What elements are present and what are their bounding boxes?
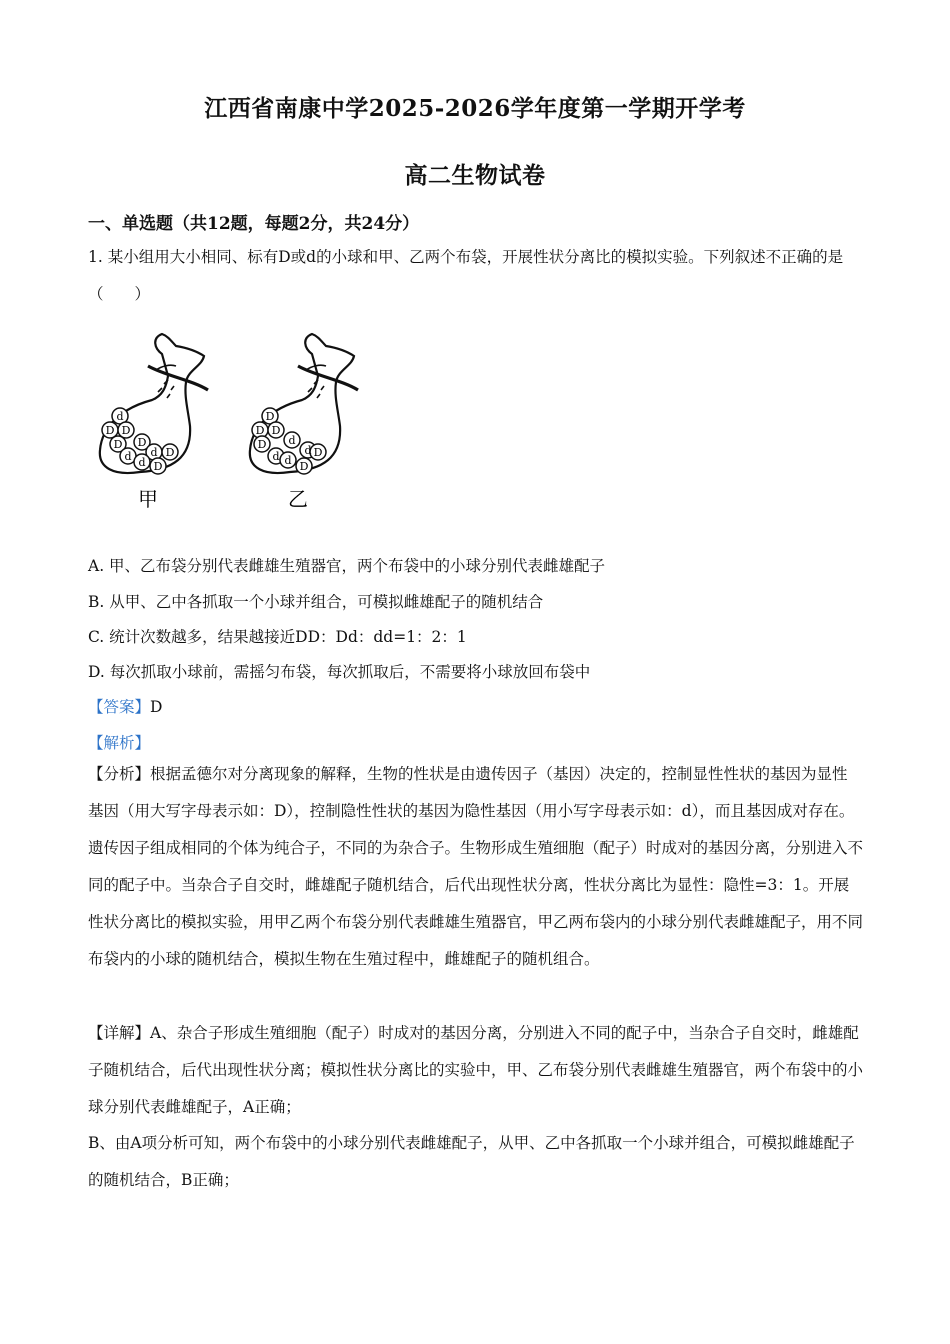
svg-text:D: D [255, 424, 265, 437]
detail-text-a: A、杂合子形成生殖细胞（配子）时成对的基因分离，分别进入不同的配子中，当杂合子自交时，雌雄配子随机结合，后代出现性状分离；模拟性状分离比的实验中，甲、乙布袋分别代表雌雄生殖器官，两个布袋中的小球分别代表雌雄配子，A正确； [88, 1024, 864, 1116]
bag-jia-label: 甲 [138, 487, 158, 511]
svg-text:D: D [165, 446, 175, 459]
svg-text:d: d [116, 410, 124, 423]
svg-text:d: d [304, 444, 312, 457]
svg-text:d: d [150, 446, 158, 459]
svg-text:D: D [137, 436, 147, 449]
detail-tag: 【详解】 [88, 1024, 151, 1042]
svg-text:d: d [138, 456, 146, 469]
svg-text:D: D [265, 410, 275, 423]
detail-paragraph-b: B、由A项分析可知，两个布袋中的小球分别代表雌雄配子，从甲、乙中各抓取一个小球并组合，可模拟雌雄配子的随机结合，B正确； [88, 1134, 855, 1189]
exam-title: 江西省南康中学2025-2026学年度第一学期开学考 [204, 95, 746, 122]
svg-text:D: D [271, 424, 281, 437]
bag-yi-label: 乙 [288, 487, 308, 511]
svg-text:D: D [105, 424, 115, 437]
svg-text:d: d [284, 454, 292, 467]
exam-subtitle: 高二生物试卷 [404, 162, 546, 189]
svg-text:d: d [288, 434, 296, 447]
analysis-text: 根据孟德尔对分离现象的解释，生物的性状是由遗传因子（基因）决定的，控制显性性状的基因为显性基因（用大写字母表示如：D），控制隐性性状的基因为隐性基因（用小写字母表示如：d），而且基因成对存在。遗传因子组成相同的个体为纯合子，不同的为杂合子。生物形成生殖细胞（配子）时成对的基因分离，分别进入不同的配子中。当杂合子自交时，雌雄配子随机结合，后代出现性状分离，性状分离比为显性：隐性=3：1。开展性状分离比的模拟实验，用甲乙两个布袋分别代表雌雄生殖器官，甲乙两布袋内的小球分别代表雌雄配子，用不同布袋内的小球的随机结合，模拟生物在生殖过程中，雌雄配子的随机组合。 [88, 765, 864, 968]
bag-jia [100, 334, 208, 511]
svg-text:D: D [153, 460, 163, 473]
option-a: A. 甲、乙布袋分别代表雌雄生殖器官，两个布袋中的小球分别代表雌雄配子 [88, 557, 606, 575]
answer-line [88, 695, 162, 717]
question-stem: 1. 某小组用大小相同、标有D或d的小球和甲、乙两个布袋，开展性状分离比的模拟实验。下列叙述不正确的是（ ） [88, 248, 844, 303]
svg-text:D: D [121, 424, 131, 437]
option-b: B. 从甲、乙中各抓取一个小球并组合，可模拟雌雄配子的随机结合 [88, 593, 544, 611]
detail-paragraph-a [88, 1015, 863, 1126]
svg-text:d: d [272, 450, 280, 463]
svg-text:D: D [313, 446, 323, 459]
bags-illustration [92, 326, 382, 516]
section-heading: 一、单选题（共12题，每题2分，共24分） [88, 214, 420, 234]
svg-text:d: d [124, 450, 132, 463]
analysis-paragraph [88, 756, 863, 978]
question-figure [92, 326, 382, 516]
answer-label: 【答案】 [88, 698, 151, 716]
svg-text:D: D [299, 460, 309, 473]
option-d: D. 每次抓取小球前，需摇匀布袋，每次抓取后，不需要将小球放回布袋中 [88, 663, 591, 681]
analysis-label: 【解析】 [88, 734, 151, 752]
analysis-tag: 【分析】 [88, 765, 151, 783]
svg-text:D: D [257, 438, 267, 451]
bag-yi [250, 334, 358, 511]
svg-text:D: D [113, 438, 123, 451]
option-c: C. 统计次数越多，结果越接近DD：Dd：dd=1：2：1 [88, 628, 467, 646]
answer-value: D [150, 698, 163, 716]
